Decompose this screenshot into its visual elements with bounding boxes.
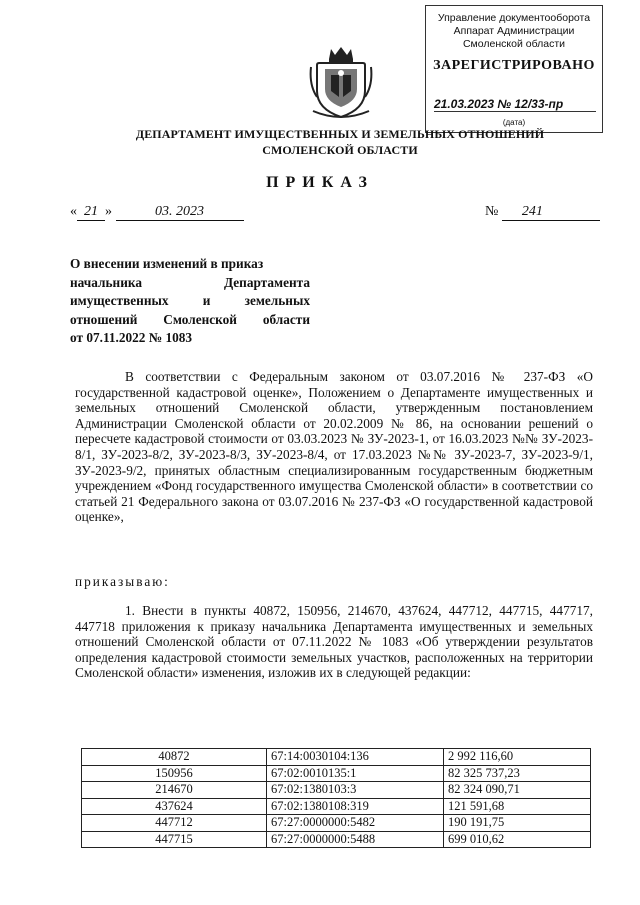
prikazyvayu: приказываю:: [75, 574, 170, 589]
date-close-quote: »: [105, 204, 112, 219]
stamp-handwritten-date: 21.03.2023 № 12/33-пр: [434, 98, 596, 112]
order-number: [485, 204, 600, 221]
order-day: 21: [77, 204, 105, 221]
subject-line: О внесении изменений в приказ: [70, 256, 264, 271]
table-row: [82, 831, 591, 848]
stamp-line3: Смоленской области: [462, 38, 566, 50]
order-date: [70, 204, 244, 221]
row-item-number: 447715: [82, 831, 267, 848]
row-cadastral-value: 2 992 116,60: [444, 749, 591, 766]
row-cadastral-number: 67:02:1380108:319: [267, 798, 444, 815]
table-row: [82, 765, 591, 782]
preamble: [75, 369, 593, 525]
table-row: [82, 782, 591, 799]
point-1: [75, 603, 593, 681]
point-1-text: 1. Внести в пункты 40872, 150956, 214670, 437624, 447712, 447715, 447717, 447718 приложения к приказу начальника Департамента имущественных и земельных отношений Смоленской области от 07.11.2022 № 1083 «Об утверждении результатов определения кадастровой стоимости земельных участков, расположенных на территории Смоленской области» изменения, изложив их в следующей редакции:: [75, 603, 593, 680]
row-cadastral-number: 67:02:1380103:3: [267, 782, 444, 799]
table-row: [82, 815, 591, 832]
row-cadastral-number: 67:27:0000000:5482: [267, 815, 444, 832]
cadastral-table: [81, 748, 591, 848]
row-item-number: 40872: [82, 749, 267, 766]
department-region: СМОЛЕНСКОЙ ОБЛАСТИ: [262, 143, 418, 157]
subject-line: имущественных и земельных: [70, 293, 310, 308]
preamble-text: В соответствии с Федеральным законом от 03.07.2016 № 237-ФЗ «О государственной кадастровой оценке», Положением о Департаменте имущественных и земельных отношений Смоленской области, утвержденным постановлением Администрации Смоленской области от 20.02.2009 № 86, на основании решений о пересчете кадастровой стоимости от 03.03.2023 № ЗУ-2023-1, от 16.03.2023 №№ ЗУ-2023-8/1, ЗУ-2023-8/2, ЗУ-2023-8/3, ЗУ-2023-8/4, от 17.03.2023 №№ ЗУ-2023-7, ЗУ-2023-9/1, ЗУ-2023-9/2, принятых областным специализированным государственным бюджетным учреждением «Фонд государственного имущества Смоленской области» в соответствии со статьей 21 Федерального закона от 03.07.2016 № 237-ФЗ «О государственной кадастровой оценке»,: [75, 369, 593, 525]
registration-stamp: [425, 5, 603, 133]
order-subject: [70, 255, 310, 348]
stamp-registered: ЗАРЕГИСТРИРОВАНО: [433, 58, 595, 73]
row-cadastral-value: 699 010,62: [444, 831, 591, 848]
stamp-line1: Управление документооборота: [437, 12, 591, 24]
row-cadastral-value: 121 591,68: [444, 798, 591, 815]
row-item-number: 447712: [82, 815, 267, 832]
stamp-line2: Аппарат Администрации: [453, 25, 575, 37]
row-cadastral-number: 67:27:0000000:5488: [267, 831, 444, 848]
subject-line: начальника Департамента: [70, 274, 310, 290]
order-title: ПРИКАЗ: [266, 174, 374, 191]
row-item-number: 437624: [82, 798, 267, 815]
row-cadastral-number: 67:02:0010135:1: [267, 765, 444, 782]
row-cadastral-value: 82 325 737,23: [444, 765, 591, 782]
department-name: ДЕПАРТАМЕНТ ИМУЩЕСТВЕННЫХ И ЗЕМЕЛЬНЫХ ОТНОШЕНИЙ: [135, 127, 545, 141]
order-number-value: 241: [502, 204, 600, 221]
subject-line: отношений Смоленской области: [70, 311, 310, 327]
coat-of-arms-icon: [309, 45, 373, 120]
row-item-number: 150956: [82, 765, 267, 782]
stamp-date-caption: (дата): [502, 118, 526, 127]
order-month-year: 03. 2023: [116, 204, 244, 221]
row-cadastral-value: 190 191,75: [444, 815, 591, 832]
number-sign: №: [485, 204, 499, 219]
subject-line: от 07.11.2022 № 1083: [70, 330, 193, 345]
date-open-quote: «: [70, 204, 77, 219]
table-row: [82, 749, 591, 766]
row-item-number: 214670: [82, 782, 267, 799]
table-row: [82, 798, 591, 815]
department-header: [60, 126, 620, 158]
row-cadastral-number: 67:14:0030104:136: [267, 749, 444, 766]
row-cadastral-value: 82 324 090,71: [444, 782, 591, 799]
